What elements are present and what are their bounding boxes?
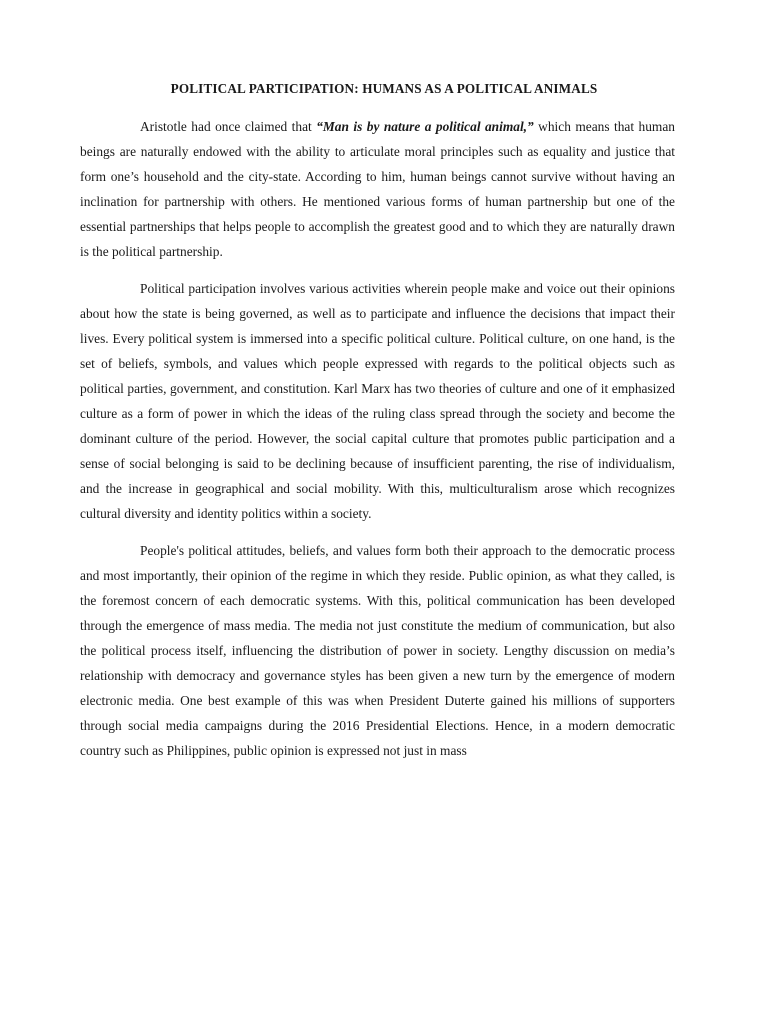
paragraph-political-attitudes: People's political attitudes, beliefs, and values form both their approach to the democratic process and most importantly, their opinion of the regime in which they reside. Public opinion, as what they called, is the foremost concern of each democratic systems. With this, political communication has been developed through the emergence of mass media. The media not just constitute the medium of communication, but also the political process itself, influencing the distribution of power in society. Lengthy discussion on media’s relationship with democracy and governance styles has been given a new turn by the emergence of modern electronic media. One best example of this was when President Duterte gained his millions of supporters through social media campaigns during the 2016 Presidential Elections. Hence, in a modern democratic country such as Philippines, public opinion is expressed not just in mass: [80, 542, 675, 759]
aristotle-quote: “Man is by nature a political animal,”: [316, 119, 534, 134]
paragraph-aristotle-intro: Aristotle had once claimed that: [140, 119, 317, 134]
paragraph-aristotle-rest: which means that human beings are naturally endowed with the ability to articulate moral principles such as equality and justice that form one’s household and the city-state. According to him, human beings cannot survive without having an inclination for partnership with others. He mentioned various forms of human partnership but one of the essential partnerships that helps people to accomplish the greatest good and to which they are naturally drawn is the political partnership.: [80, 119, 675, 260]
document-body: [80, 114, 675, 774]
document-title: POLITICAL PARTICIPATION: HUMANS AS A POLITICAL ANIMALS: [170, 81, 598, 96]
paragraph-aristotle: [80, 114, 675, 265]
paragraph-political-participation: Political participation involves various activities wherein people make and voice out their opinions about how the state is being governed, as well as to participate and influence the decisions that impact their lives. Every political system is immersed into a specific political culture. Political culture, on one hand, is the set of beliefs, symbols, and values which people expressed with regards to the political objects such as political parties, government, and constitution. Karl Marx has two theories of culture and one of it emphasized culture as a form of power in which the ideas of the ruling class spread through the society and become the dominant culture of the period. However, the social capital culture that promotes public participation and a sense of social belonging is said to be declining because of insufficient parenting, the rise of individualism, and the increase in geographical and social mobility. With this, multiculturalism arose which recognizes cultural diversity and identity politics within a society.: [80, 280, 675, 522]
